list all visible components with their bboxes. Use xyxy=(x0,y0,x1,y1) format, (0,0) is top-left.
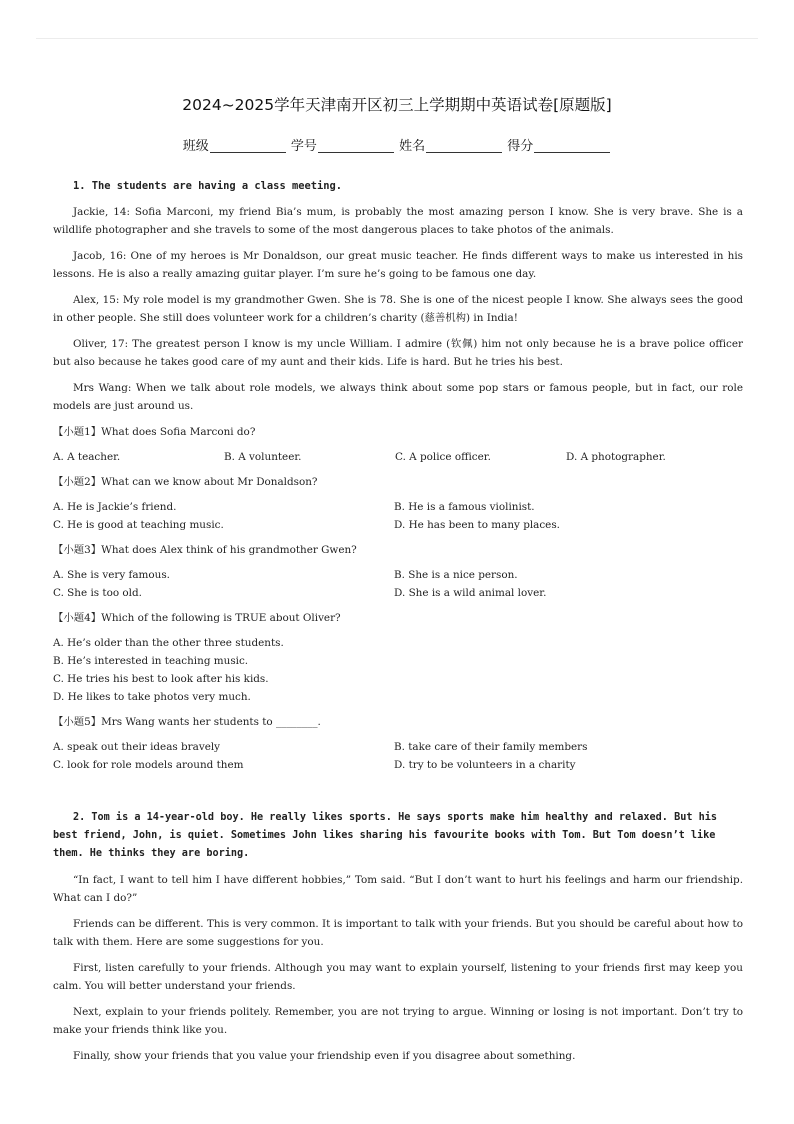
q1-paragraph: Oliver, 17: The greatest person I know is my uncle William. I admire (钦佩) him not only because he is a brave police officer but also because he takes good care of my aunt and their kids. Life is hard. But he tries his best. xyxy=(53,338,743,368)
option-b[interactable]: B. He is a famous violinist. xyxy=(394,501,535,513)
q1-paragraph: Jacob, 16: One of my heroes is Mr Donaldson, our great music teacher. He finds different ways to make us interested in his lessons. He is also a really amazing guitar player. I’m sure he’s going to be famous one day. xyxy=(53,250,743,280)
option-d[interactable]: D. A photographer. xyxy=(566,451,666,463)
option-c[interactable]: C. She is too old. xyxy=(53,587,142,599)
option-d[interactable]: D. She is a wild animal lover. xyxy=(394,587,547,599)
option-d[interactable]: D. He likes to take photos very much. xyxy=(53,691,251,703)
id-blank[interactable] xyxy=(318,138,394,153)
option-a[interactable]: A. He is Jackie’s friend. xyxy=(53,501,177,513)
class-blank[interactable] xyxy=(210,138,286,153)
option-c[interactable]: C. A police officer. xyxy=(395,451,491,463)
page-title: 2024~2025学年天津南开区初三上学期期中英语试卷[原题版] xyxy=(182,96,612,114)
subquestion-4-options xyxy=(53,634,743,706)
subquestion-1: 【小题1】What does Sofia Marconi do? xyxy=(53,426,256,438)
q2-paragraph: “In fact, I want to tell him I have different hobbies,” Tom said. “But I don’t want to hurt his feelings and harm our friendship. What can I do?” xyxy=(53,874,743,904)
q2-heading: 2. Tom is a 14-year-old boy. He really likes sports. He says sports make him healthy and relaxed. But his best friend, John, is quiet. Sometimes John likes sharing his favourite books with Tom. But Tom doesn’t like them. He thinks they are boring. xyxy=(53,812,718,859)
option-c[interactable]: C. look for role models around them xyxy=(53,759,244,771)
id-label: 学号 xyxy=(290,139,317,154)
score-blank[interactable] xyxy=(534,138,610,153)
option-b[interactable]: B. He’s interested in teaching music. xyxy=(53,655,249,667)
section-gap xyxy=(53,781,743,809)
q1-paragraph: Jackie, 14: Sofia Marconi, my friend Bia’s mum, is probably the most amazing person I know. She is very brave. She is a wildlife photographer and she travels to some of the most dangerous places to take photos of the animals. xyxy=(53,206,743,236)
q2-paragraph: Next, explain to your friends politely. Remember, you are not trying to argue. Winning or losing is not important. Don’t try to make your friends think like you. xyxy=(53,1006,743,1036)
subquestion-2-options xyxy=(53,498,743,534)
q2-paragraph: Friends can be different. This is very common. It is important to talk with your friends. But you should be careful about how to talk with them. Here are some suggestions for you. xyxy=(53,918,743,948)
option-a[interactable]: A. A teacher. xyxy=(53,451,121,463)
subquestion-5-options xyxy=(53,738,743,774)
student-info-line xyxy=(0,135,794,154)
option-b[interactable]: B. She is a nice person. xyxy=(394,569,518,581)
subquestion-3-options xyxy=(53,566,743,602)
subquestion-1-options xyxy=(53,448,743,466)
option-b[interactable]: B. take care of their family members xyxy=(394,741,588,753)
option-c[interactable]: C. He is good at teaching music. xyxy=(53,519,224,531)
name-label: 姓名 xyxy=(399,139,426,154)
option-d[interactable]: D. He has been to many places. xyxy=(394,519,560,531)
subquestion-4: 【小题4】Which of the following is TRUE about Oliver? xyxy=(53,612,341,624)
q1-paragraph: Mrs Wang: When we talk about role models, we always think about some pop stars or famous people, but in fact, our role models are just around us. xyxy=(53,382,743,412)
subquestion-5: 【小题5】Mrs Wang wants her students to ________. xyxy=(53,716,321,728)
option-d[interactable]: D. try to be volunteers in a charity xyxy=(394,759,576,771)
q2-paragraph: First, listen carefully to your friends. Although you may want to explain yourself, listening to your friends first may keep you calm. You will better understand your friends. xyxy=(53,962,743,992)
option-a[interactable]: A. speak out their ideas bravely xyxy=(53,741,221,753)
top-divider xyxy=(36,38,758,39)
option-c[interactable]: C. He tries his best to look after his kids. xyxy=(53,673,269,685)
option-a[interactable]: A. He’s older than the other three students. xyxy=(53,637,284,649)
q1-paragraph: Alex, 15: My role model is my grandmother Gwen. She is 78. She is one of the nicest people I know. She always sees the good in other people. She still does volunteer work for a children’s charity (慈善机构) in India! xyxy=(53,294,743,324)
q2-paragraph: Finally, show your friends that you value your friendship even if you disagree about something. xyxy=(73,1050,576,1062)
exam-content xyxy=(53,177,743,1073)
option-a[interactable]: A. She is very famous. xyxy=(53,569,170,581)
class-label: 班级 xyxy=(182,139,209,154)
subquestion-2: 【小题2】What can we know about Mr Donaldson? xyxy=(53,476,318,488)
name-blank[interactable] xyxy=(426,138,502,153)
score-label: 得分 xyxy=(507,139,534,154)
option-b[interactable]: B. A volunteer. xyxy=(224,451,302,463)
subquestion-3: 【小题3】What does Alex think of his grandmother Gwen? xyxy=(53,544,357,556)
q1-heading: 1. The students are having a class meeting. xyxy=(73,180,342,192)
